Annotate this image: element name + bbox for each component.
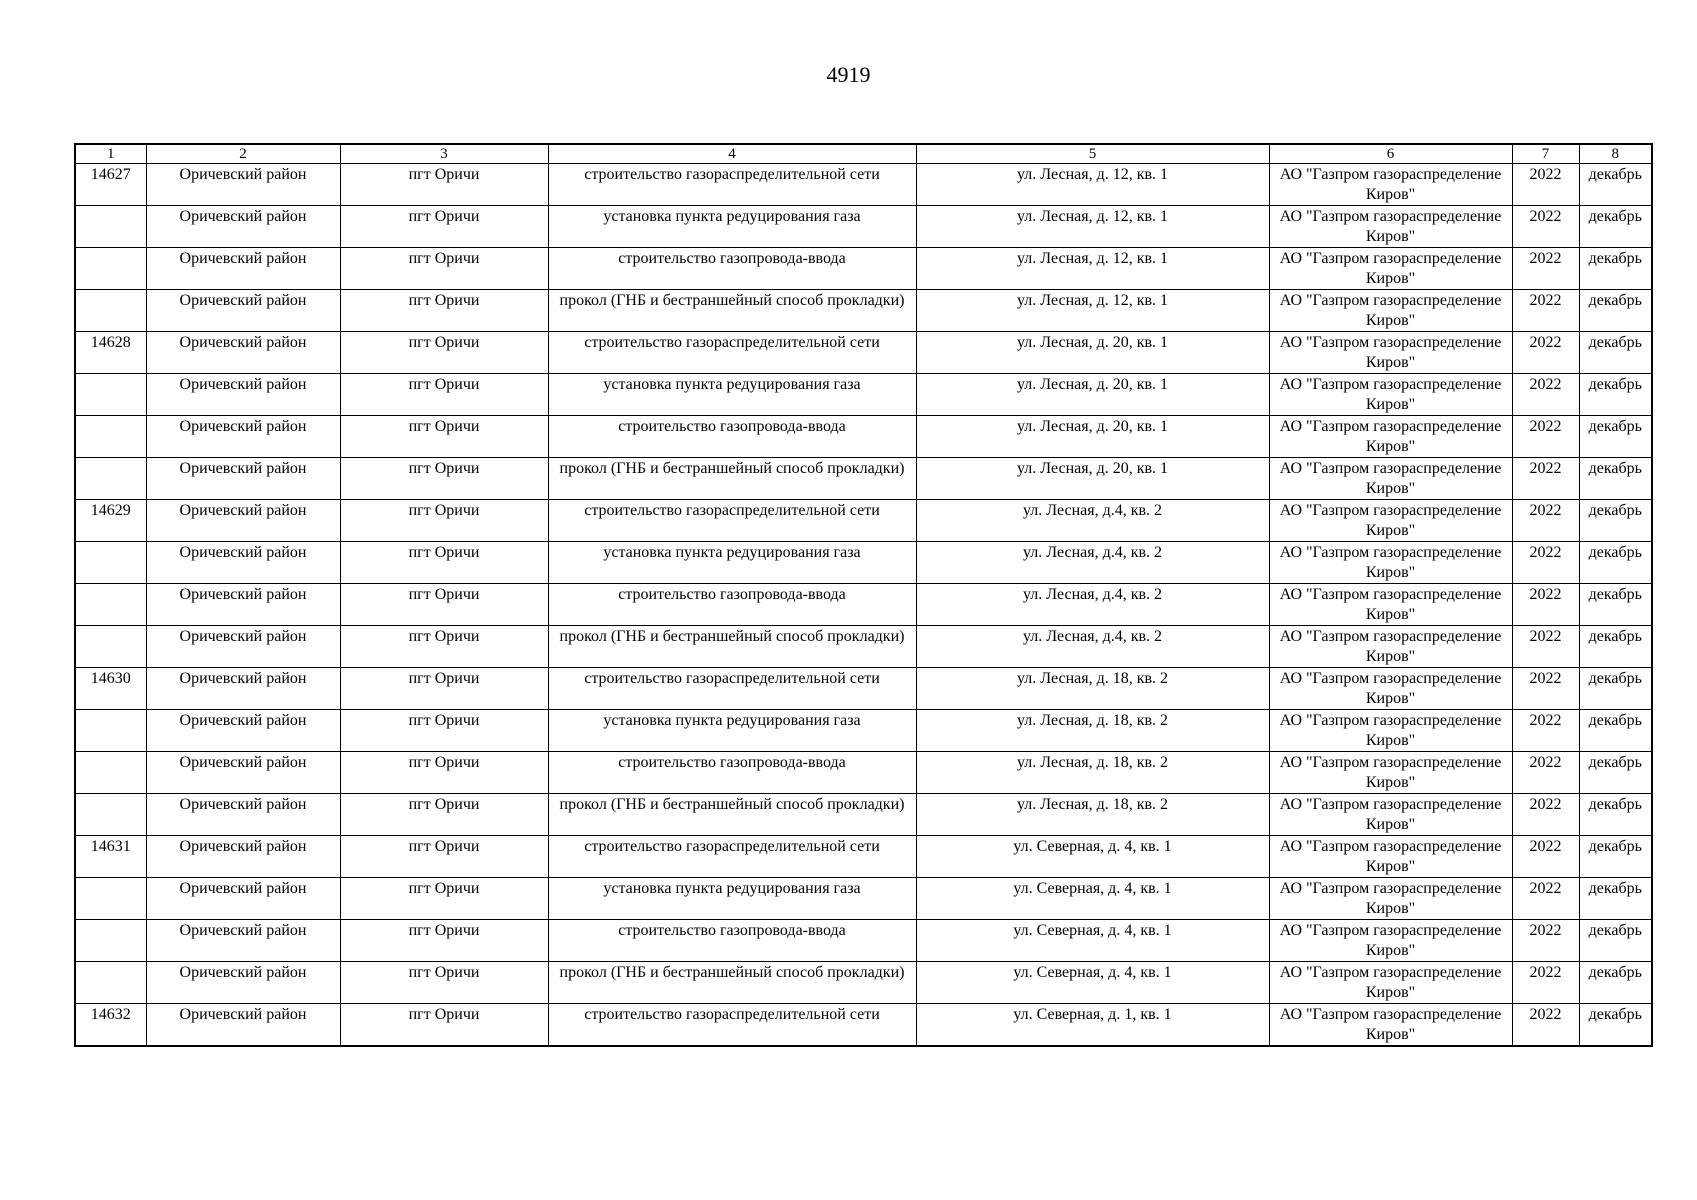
cell-object-number: [75, 374, 146, 416]
cell-year: 2022: [1512, 584, 1579, 626]
cell-organization: АО "Газпром газораспределение Киров": [1269, 248, 1512, 290]
cell-object-number: [75, 710, 146, 752]
cell-object-number: 14631: [75, 836, 146, 878]
cell-district: Оричевский район: [146, 962, 340, 1004]
cell-work-type: строительство газораспределительной сети: [548, 500, 916, 542]
cell-settlement: пгт Оричи: [340, 626, 548, 668]
cell-organization: АО "Газпром газораспределение Киров": [1269, 500, 1512, 542]
table-row: [75, 290, 1652, 332]
cell-work-type: прокол (ГНБ и бестраншейный способ прокладки): [548, 290, 916, 332]
cell-object-number: [75, 206, 146, 248]
cell-year: 2022: [1512, 458, 1579, 500]
cell-settlement: пгт Оричи: [340, 752, 548, 794]
cell-work-type: установка пункта редуцирования газа: [548, 878, 916, 920]
cell-work-type: прокол (ГНБ и бестраншейный способ прокладки): [548, 458, 916, 500]
cell-settlement: пгт Оричи: [340, 290, 548, 332]
header-cell-6: 6: [1269, 144, 1512, 164]
cell-object-number: 14627: [75, 164, 146, 206]
cell-address: ул. Лесная, д. 20, кв. 1: [916, 458, 1269, 500]
cell-year: 2022: [1512, 752, 1579, 794]
cell-address: ул. Северная, д. 4, кв. 1: [916, 878, 1269, 920]
cell-month: декабрь: [1579, 332, 1652, 374]
header-cell-3: 3: [340, 144, 548, 164]
cell-organization: АО "Газпром газораспределение Киров": [1269, 458, 1512, 500]
cell-settlement: пгт Оричи: [340, 584, 548, 626]
cell-month: декабрь: [1579, 206, 1652, 248]
cell-settlement: пгт Оричи: [340, 962, 548, 1004]
cell-district: Оричевский район: [146, 626, 340, 668]
cell-organization: АО "Газпром газораспределение Киров": [1269, 962, 1512, 1004]
cell-object-number: [75, 920, 146, 962]
cell-year: 2022: [1512, 710, 1579, 752]
cell-year: 2022: [1512, 878, 1579, 920]
cell-month: декабрь: [1579, 500, 1652, 542]
cell-object-number: 14629: [75, 500, 146, 542]
cell-object-number: 14628: [75, 332, 146, 374]
cell-district: Оричевский район: [146, 584, 340, 626]
cell-organization: АО "Газпром газораспределение Киров": [1269, 416, 1512, 458]
cell-district: Оричевский район: [146, 836, 340, 878]
cell-organization: АО "Газпром газораспределение Киров": [1269, 920, 1512, 962]
data-table: [74, 143, 1653, 1047]
cell-district: Оричевский район: [146, 290, 340, 332]
cell-settlement: пгт Оричи: [340, 248, 548, 290]
cell-year: 2022: [1512, 962, 1579, 1004]
cell-address: ул. Лесная, д. 18, кв. 2: [916, 752, 1269, 794]
cell-object-number: [75, 290, 146, 332]
table-row: [75, 584, 1652, 626]
cell-district: Оричевский район: [146, 542, 340, 584]
cell-settlement: пгт Оричи: [340, 374, 548, 416]
table-row: [75, 668, 1652, 710]
table-row: [75, 878, 1652, 920]
cell-district: Оричевский район: [146, 878, 340, 920]
cell-work-type: строительство газопровода-ввода: [548, 416, 916, 458]
cell-settlement: пгт Оричи: [340, 1004, 548, 1047]
cell-organization: АО "Газпром газораспределение Киров": [1269, 794, 1512, 836]
cell-work-type: установка пункта редуцирования газа: [548, 542, 916, 584]
cell-object-number: [75, 416, 146, 458]
cell-work-type: прокол (ГНБ и бестраншейный способ прокладки): [548, 794, 916, 836]
cell-district: Оричевский район: [146, 668, 340, 710]
cell-work-type: прокол (ГНБ и бестраншейный способ прокладки): [548, 962, 916, 1004]
table-row: [75, 710, 1652, 752]
header-cell-2: 2: [146, 144, 340, 164]
cell-month: декабрь: [1579, 710, 1652, 752]
cell-month: декабрь: [1579, 374, 1652, 416]
cell-address: ул. Лесная, д. 12, кв. 1: [916, 248, 1269, 290]
cell-year: 2022: [1512, 1004, 1579, 1047]
cell-object-number: 14632: [75, 1004, 146, 1047]
cell-organization: АО "Газпром газораспределение Киров": [1269, 836, 1512, 878]
table-body: [75, 164, 1652, 1047]
cell-address: ул. Лесная, д. 12, кв. 1: [916, 164, 1269, 206]
cell-month: декабрь: [1579, 248, 1652, 290]
table-header: [75, 144, 1652, 164]
cell-year: 2022: [1512, 416, 1579, 458]
cell-work-type: установка пункта редуцирования газа: [548, 710, 916, 752]
cell-year: 2022: [1512, 836, 1579, 878]
cell-object-number: [75, 794, 146, 836]
cell-month: декабрь: [1579, 542, 1652, 584]
cell-month: декабрь: [1579, 794, 1652, 836]
cell-year: 2022: [1512, 164, 1579, 206]
cell-month: декабрь: [1579, 668, 1652, 710]
cell-month: декабрь: [1579, 416, 1652, 458]
cell-month: декабрь: [1579, 920, 1652, 962]
cell-work-type: строительство газопровода-ввода: [548, 920, 916, 962]
cell-year: 2022: [1512, 290, 1579, 332]
cell-address: ул. Лесная, д. 18, кв. 2: [916, 794, 1269, 836]
cell-object-number: [75, 248, 146, 290]
table-row: [75, 206, 1652, 248]
cell-address: ул. Лесная, д. 20, кв. 1: [916, 332, 1269, 374]
header-cell-1: 1: [75, 144, 146, 164]
cell-month: декабрь: [1579, 962, 1652, 1004]
cell-district: Оричевский район: [146, 374, 340, 416]
page-number: 4919: [826, 62, 871, 87]
cell-month: декабрь: [1579, 458, 1652, 500]
table-row: [75, 920, 1652, 962]
cell-organization: АО "Газпром газораспределение Киров": [1269, 710, 1512, 752]
cell-settlement: пгт Оричи: [340, 710, 548, 752]
cell-organization: АО "Газпром газораспределение Киров": [1269, 1004, 1512, 1047]
cell-address: ул. Лесная, д. 20, кв. 1: [916, 374, 1269, 416]
cell-district: Оричевский район: [146, 458, 340, 500]
cell-organization: АО "Газпром газораспределение Киров": [1269, 374, 1512, 416]
cell-organization: АО "Газпром газораспределение Киров": [1269, 668, 1512, 710]
cell-object-number: 14630: [75, 668, 146, 710]
table-row: [75, 374, 1652, 416]
cell-organization: АО "Газпром газораспределение Киров": [1269, 584, 1512, 626]
table-row: [75, 332, 1652, 374]
cell-work-type: строительство газораспределительной сети: [548, 836, 916, 878]
cell-month: декабрь: [1579, 290, 1652, 332]
table-row: [75, 416, 1652, 458]
cell-address: ул. Лесная, д. 18, кв. 2: [916, 668, 1269, 710]
table-row: [75, 626, 1652, 668]
cell-address: ул. Лесная, д. 12, кв. 1: [916, 290, 1269, 332]
cell-settlement: пгт Оричи: [340, 164, 548, 206]
cell-organization: АО "Газпром газораспределение Киров": [1269, 752, 1512, 794]
header-row: [75, 144, 1652, 164]
cell-address: ул. Северная, д. 4, кв. 1: [916, 836, 1269, 878]
cell-work-type: строительство газораспределительной сети: [548, 668, 916, 710]
cell-work-type: строительство газораспределительной сети: [548, 1004, 916, 1047]
cell-organization: АО "Газпром газораспределение Киров": [1269, 290, 1512, 332]
cell-work-type: строительство газопровода-ввода: [548, 584, 916, 626]
cell-organization: АО "Газпром газораспределение Киров": [1269, 164, 1512, 206]
cell-address: ул. Лесная, д.4, кв. 2: [916, 542, 1269, 584]
cell-work-type: строительство газопровода-ввода: [548, 752, 916, 794]
cell-settlement: пгт Оричи: [340, 794, 548, 836]
cell-settlement: пгт Оричи: [340, 416, 548, 458]
cell-month: декабрь: [1579, 878, 1652, 920]
cell-address: ул. Северная, д. 4, кв. 1: [916, 962, 1269, 1004]
cell-settlement: пгт Оричи: [340, 920, 548, 962]
header-cell-5: 5: [916, 144, 1269, 164]
cell-organization: АО "Газпром газораспределение Киров": [1269, 332, 1512, 374]
cell-district: Оричевский район: [146, 206, 340, 248]
cell-settlement: пгт Оричи: [340, 836, 548, 878]
table-row: [75, 1004, 1652, 1047]
table-row: [75, 836, 1652, 878]
cell-address: ул. Лесная, д.4, кв. 2: [916, 500, 1269, 542]
header-cell-7: 7: [1512, 144, 1579, 164]
table-row: [75, 752, 1652, 794]
cell-district: Оричевский район: [146, 416, 340, 458]
table-row: [75, 248, 1652, 290]
cell-year: 2022: [1512, 668, 1579, 710]
cell-organization: АО "Газпром газораспределение Киров": [1269, 542, 1512, 584]
cell-settlement: пгт Оричи: [340, 878, 548, 920]
cell-district: Оричевский район: [146, 920, 340, 962]
cell-address: ул. Северная, д. 1, кв. 1: [916, 1004, 1269, 1047]
cell-district: Оричевский район: [146, 248, 340, 290]
cell-address: ул. Лесная, д.4, кв. 2: [916, 584, 1269, 626]
cell-address: ул. Лесная, д.4, кв. 2: [916, 626, 1269, 668]
cell-work-type: установка пункта редуцирования газа: [548, 206, 916, 248]
cell-settlement: пгт Оричи: [340, 542, 548, 584]
cell-month: декабрь: [1579, 1004, 1652, 1047]
cell-settlement: пгт Оричи: [340, 500, 548, 542]
cell-year: 2022: [1512, 626, 1579, 668]
cell-year: 2022: [1512, 374, 1579, 416]
cell-district: Оричевский район: [146, 794, 340, 836]
cell-object-number: [75, 626, 146, 668]
cell-address: ул. Северная, д. 4, кв. 1: [916, 920, 1269, 962]
cell-year: 2022: [1512, 248, 1579, 290]
cell-month: декабрь: [1579, 836, 1652, 878]
table-row: [75, 794, 1652, 836]
cell-district: Оричевский район: [146, 710, 340, 752]
cell-work-type: прокол (ГНБ и бестраншейный способ прокладки): [548, 626, 916, 668]
cell-month: декабрь: [1579, 626, 1652, 668]
cell-work-type: установка пункта редуцирования газа: [548, 374, 916, 416]
cell-object-number: [75, 962, 146, 1004]
cell-organization: АО "Газпром газораспределение Киров": [1269, 878, 1512, 920]
cell-address: ул. Лесная, д. 12, кв. 1: [916, 206, 1269, 248]
cell-district: Оричевский район: [146, 500, 340, 542]
table-row: [75, 962, 1652, 1004]
cell-work-type: строительство газораспределительной сети: [548, 332, 916, 374]
cell-address: ул. Лесная, д. 20, кв. 1: [916, 416, 1269, 458]
cell-settlement: пгт Оричи: [340, 458, 548, 500]
header-cell-4: 4: [548, 144, 916, 164]
table-row: [75, 164, 1652, 206]
cell-year: 2022: [1512, 920, 1579, 962]
cell-year: 2022: [1512, 794, 1579, 836]
cell-settlement: пгт Оричи: [340, 668, 548, 710]
header-cell-8: 8: [1579, 144, 1652, 164]
cell-object-number: [75, 878, 146, 920]
cell-district: Оричевский район: [146, 1004, 340, 1047]
cell-object-number: [75, 458, 146, 500]
table-row: [75, 458, 1652, 500]
table-row: [75, 500, 1652, 542]
cell-settlement: пгт Оричи: [340, 206, 548, 248]
cell-month: декабрь: [1579, 752, 1652, 794]
cell-settlement: пгт Оричи: [340, 332, 548, 374]
cell-object-number: [75, 542, 146, 584]
cell-month: декабрь: [1579, 584, 1652, 626]
cell-object-number: [75, 584, 146, 626]
cell-work-type: строительство газораспределительной сети: [548, 164, 916, 206]
cell-year: 2022: [1512, 332, 1579, 374]
cell-district: Оричевский район: [146, 164, 340, 206]
cell-work-type: строительство газопровода-ввода: [548, 248, 916, 290]
cell-district: Оричевский район: [146, 332, 340, 374]
cell-address: ул. Лесная, д. 18, кв. 2: [916, 710, 1269, 752]
cell-object-number: [75, 752, 146, 794]
cell-year: 2022: [1512, 500, 1579, 542]
cell-year: 2022: [1512, 542, 1579, 584]
table-row: [75, 542, 1652, 584]
cell-organization: АО "Газпром газораспределение Киров": [1269, 626, 1512, 668]
cell-organization: АО "Газпром газораспределение Киров": [1269, 206, 1512, 248]
cell-district: Оричевский район: [146, 752, 340, 794]
cell-year: 2022: [1512, 206, 1579, 248]
cell-month: декабрь: [1579, 164, 1652, 206]
